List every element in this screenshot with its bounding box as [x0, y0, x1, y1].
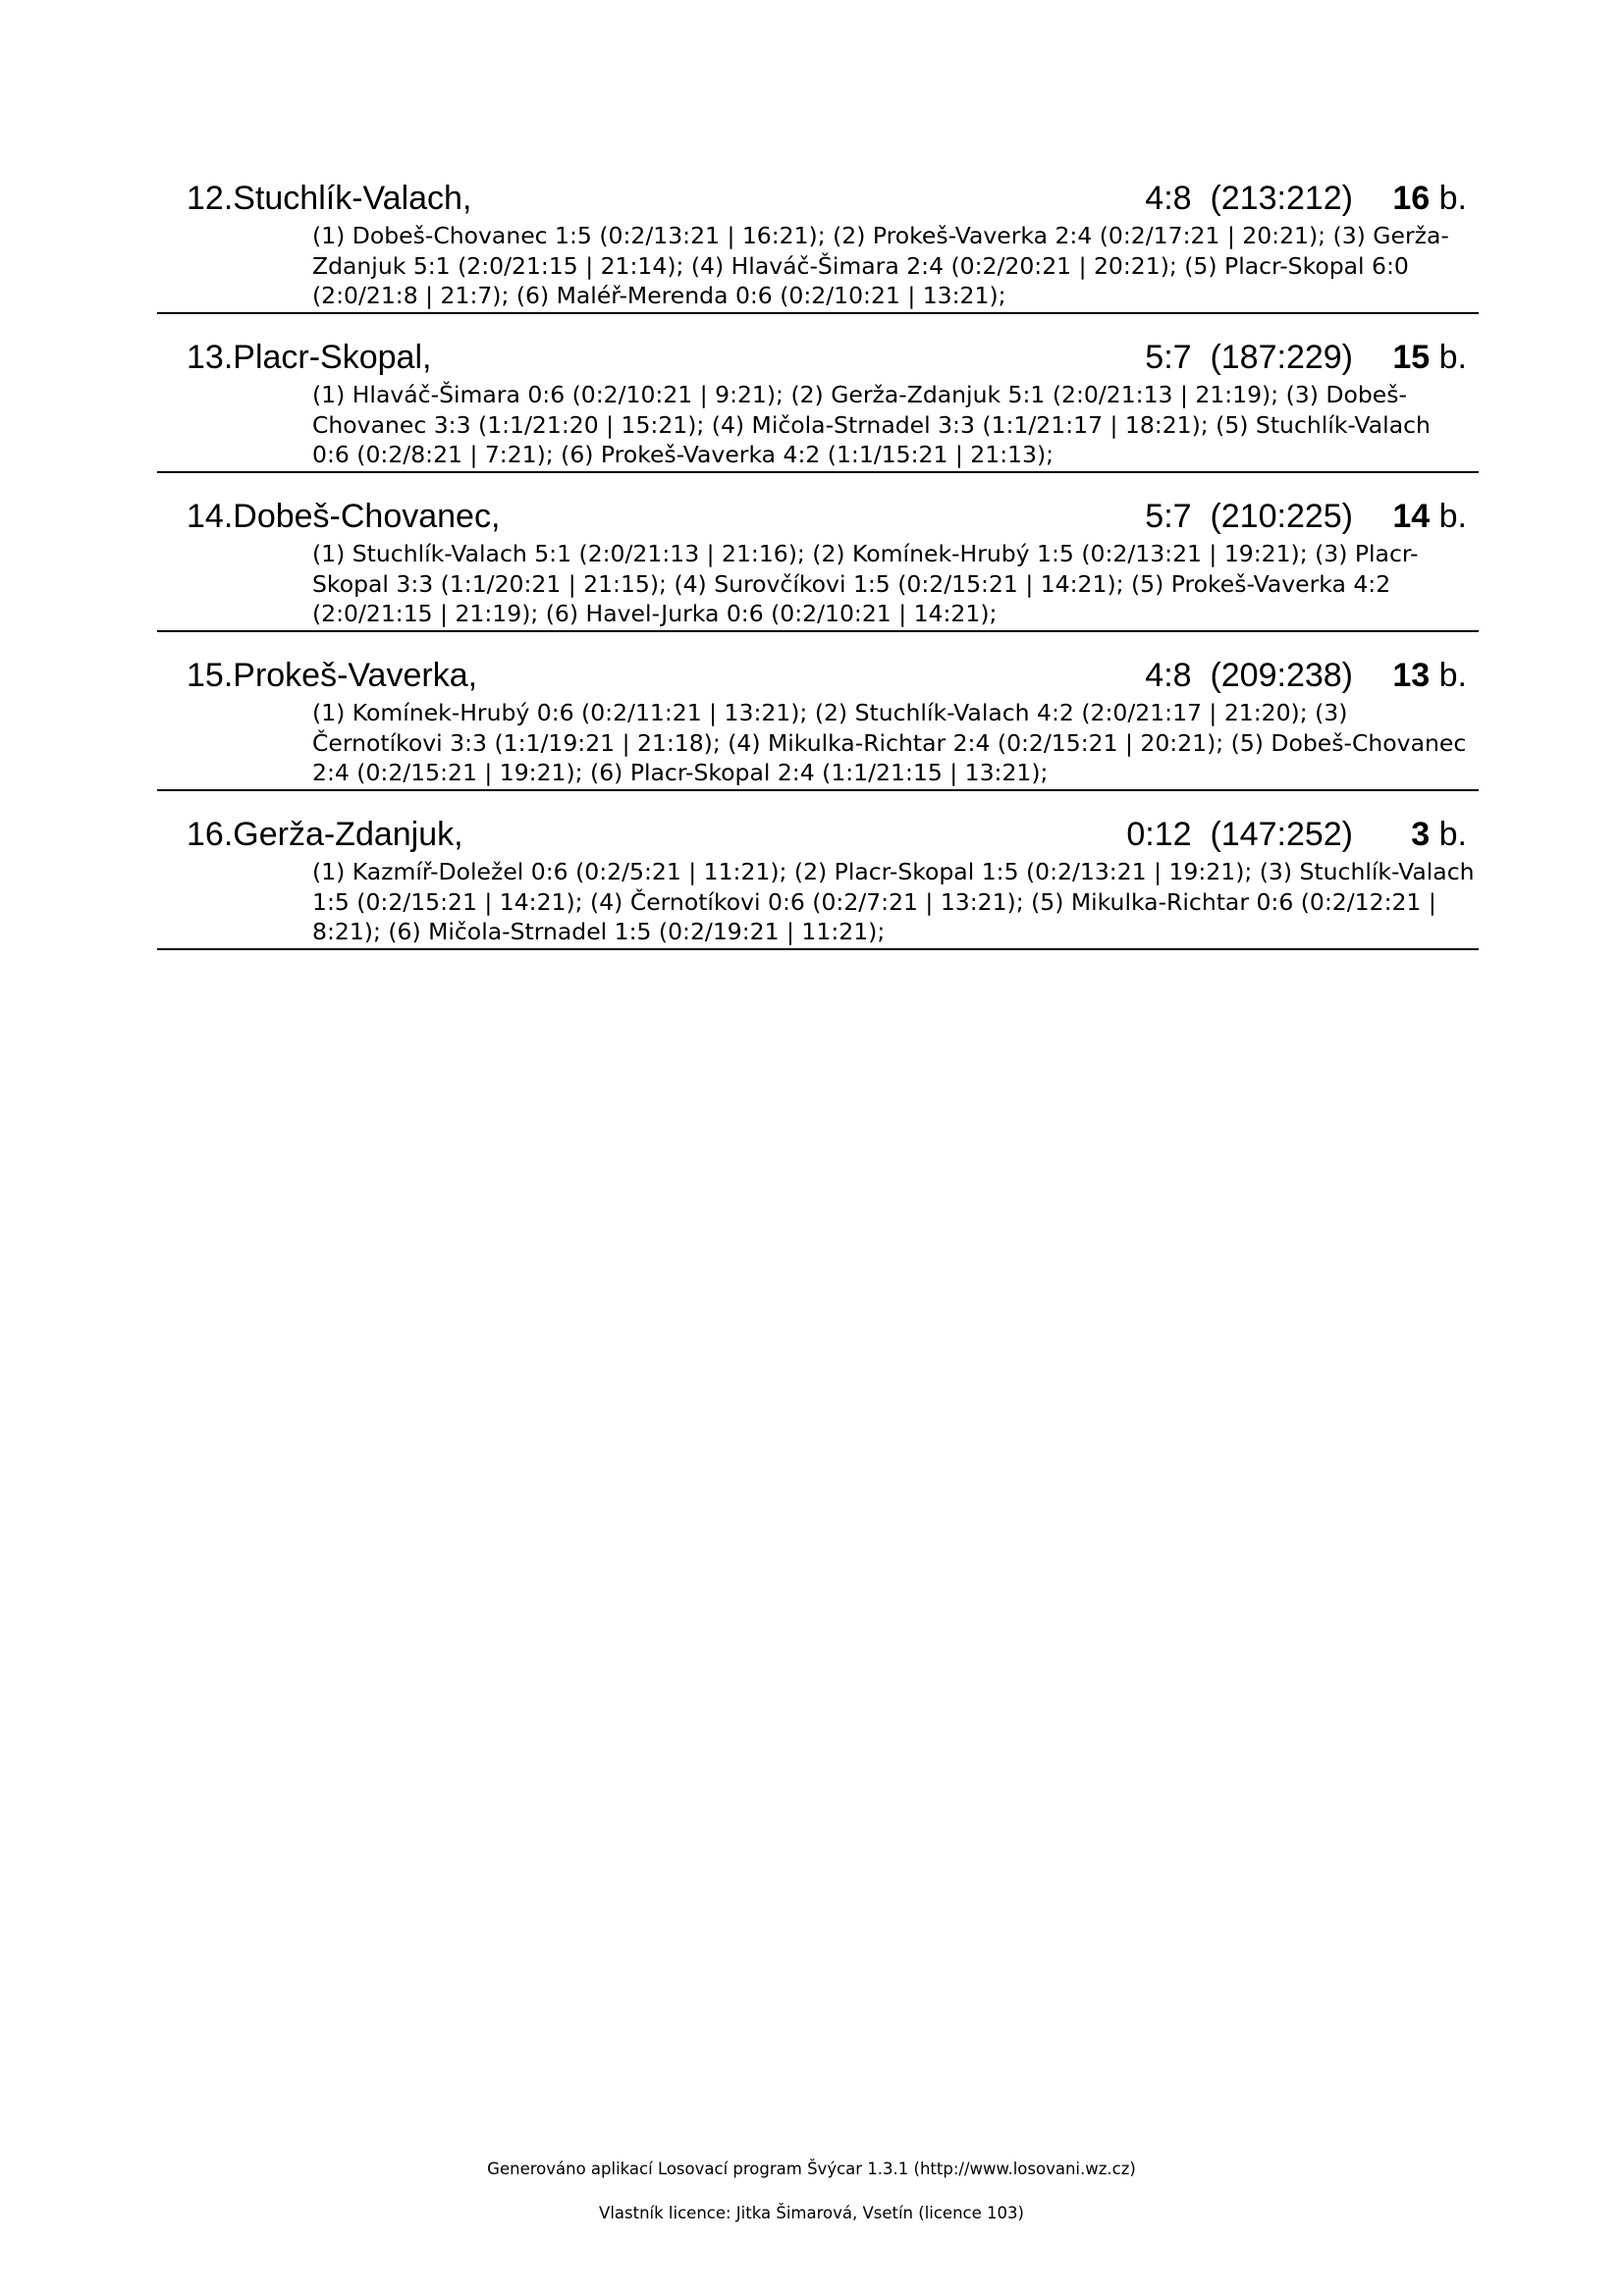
standings-entry — [157, 815, 1479, 950]
entry-header — [157, 497, 1479, 536]
team-name — [187, 656, 477, 695]
team-points-unit: b. — [1438, 498, 1467, 535]
team-score — [1145, 179, 1353, 218]
team-name — [187, 179, 471, 218]
team-points-value: 3 — [1411, 816, 1431, 853]
team-label: Prokeš-Vaverka, — [233, 657, 478, 694]
standings-list — [157, 179, 1479, 974]
team-label: Gerža-Zdanjuk, — [233, 816, 463, 853]
team-points-value: 13 — [1392, 657, 1431, 694]
team-record: 4:8 — [1145, 657, 1192, 694]
team-rank: 14. — [187, 498, 234, 535]
entry-header — [157, 179, 1479, 218]
team-points-unit: b. — [1438, 339, 1467, 376]
team-points-ratio: (209:238) — [1210, 657, 1353, 694]
team-score — [1145, 338, 1353, 377]
team-matches: (1) Stuchlík-Valach 5:1 (2:0/21:13 | 21:16); (2) Komínek-Hrubý 1:5 (0:2/13:21 | 19:21); (3) Placr-Skopal 3:3 (1:1/20:21 | 21:15); (4) Surovčíkovi 1:5 (0:2/15:21 | 14:21); (5) Prokeš-Vaverka 4:2 (2:0/21:15 | 21:19); (6) Havel-Jurka 0:6 (0:2/10:21 | 14:21); — [312, 540, 1419, 627]
team-name — [187, 338, 431, 377]
team-record: 4:8 — [1145, 180, 1192, 217]
team-points — [1392, 497, 1467, 536]
team-points — [1392, 656, 1467, 695]
team-matches: (1) Dobeš-Chovanec 1:5 (0:2/13:21 | 16:21); (2) Prokeš-Vaverka 2:4 (0:2/17:21 | 20:21); (3) Gerža-Zdanjuk 5:1 (2:0/21:15 | 21:14); (4) Hlaváč-Šimara 2:4 (0:2/20:21 | 20:21); (5) Placr-Skopal 6:0 (2:0/21:8 | 21:7); (6) Maléř-Merenda 0:6 (0:2/10:21 | 13:21); — [312, 222, 1449, 309]
standings-entry — [157, 179, 1479, 314]
team-matches: (1) Kazmíř-Doležel 0:6 (0:2/5:21 | 11:21); (2) Placr-Skopal 1:5 (0:2/13:21 | 19:21); (3) Stuchlík-Valach 1:5 (0:2/15:21 | 14:21); (4) Černotíkovi 0:6 (0:2/7:21 | 13:21); (5) Mikulka-Richtar 0:6 (0:2/12:21 | 8:21); (6) Mičola-Strnadel 1:5 (0:2/19:21 | 11:21); — [312, 858, 1475, 945]
team-points-value: 16 — [1392, 180, 1431, 217]
team-points — [1392, 338, 1467, 377]
team-points — [1411, 815, 1467, 854]
footer-license: Vlastník licence: Jitka Šimarová, Vsetín (licence 103) — [599, 2204, 1024, 2222]
team-points-ratio: (210:225) — [1210, 498, 1353, 535]
team-rank: 12. — [187, 180, 234, 217]
entry-header — [157, 815, 1479, 854]
team-label: Dobeš-Chovanec, — [233, 498, 501, 535]
team-score — [1145, 656, 1353, 695]
team-points-ratio: (187:229) — [1210, 339, 1353, 376]
team-points-unit: b. — [1438, 816, 1467, 853]
team-points-unit: b. — [1438, 657, 1467, 694]
team-rank: 13. — [187, 339, 234, 376]
team-name — [187, 815, 463, 854]
standings-entry — [157, 656, 1479, 791]
team-points-ratio: (213:212) — [1210, 180, 1353, 217]
team-points-value: 15 — [1392, 339, 1431, 376]
team-score — [1126, 815, 1353, 854]
team-name — [187, 497, 500, 536]
footer-generated: Generováno aplikací Losovací program Švýcar 1.3.1 (http://www.losovani.wz.cz) — [487, 2160, 1136, 2178]
team-score — [1145, 497, 1353, 536]
team-record: 0:12 — [1126, 816, 1192, 853]
entry-header — [157, 656, 1479, 695]
team-matches: (1) Hlaváč-Šimara 0:6 (0:2/10:21 | 9:21); (2) Gerža-Zdanjuk 5:1 (2:0/21:13 | 21:19); (3) Dobeš-Chovanec 3:3 (1:1/21:20 | 15:21); (4) Mičola-Strnadel 3:3 (1:1/21:17 | 18:21); (5) Stuchlík-Valach 0:6 (0:2/8:21 | 7:21); (6) Prokeš-Vaverka 4:2 (1:1/15:21 | 21:13); — [312, 381, 1431, 468]
team-rank: 16. — [187, 816, 234, 853]
team-rank: 15. — [187, 657, 234, 694]
standings-entry — [157, 497, 1479, 632]
standings-entry — [157, 338, 1479, 473]
team-record: 5:7 — [1145, 498, 1192, 535]
team-points-unit: b. — [1438, 180, 1467, 217]
team-points-ratio: (147:252) — [1210, 816, 1353, 853]
team-label: Stuchlík-Valach, — [233, 180, 472, 217]
team-label: Placr-Skopal, — [233, 339, 432, 376]
team-points-value: 14 — [1392, 498, 1431, 535]
entry-header — [157, 338, 1479, 377]
team-record: 5:7 — [1145, 339, 1192, 376]
team-points — [1392, 179, 1467, 218]
team-matches: (1) Komínek-Hrubý 0:6 (0:2/11:21 | 13:21); (2) Stuchlík-Valach 4:2 (2:0/21:17 | 21:20); (3) Černotíkovi 3:3 (1:1/19:21 | 21:18); (4) Mikulka-Richtar 2:4 (0:2/15:21 | 20:21); (5) Dobeš-Chovanec 2:4 (0:2/15:21 | 19:21); (6) Placr-Skopal 2:4 (1:1/21:15 | 13:21); — [312, 699, 1467, 786]
